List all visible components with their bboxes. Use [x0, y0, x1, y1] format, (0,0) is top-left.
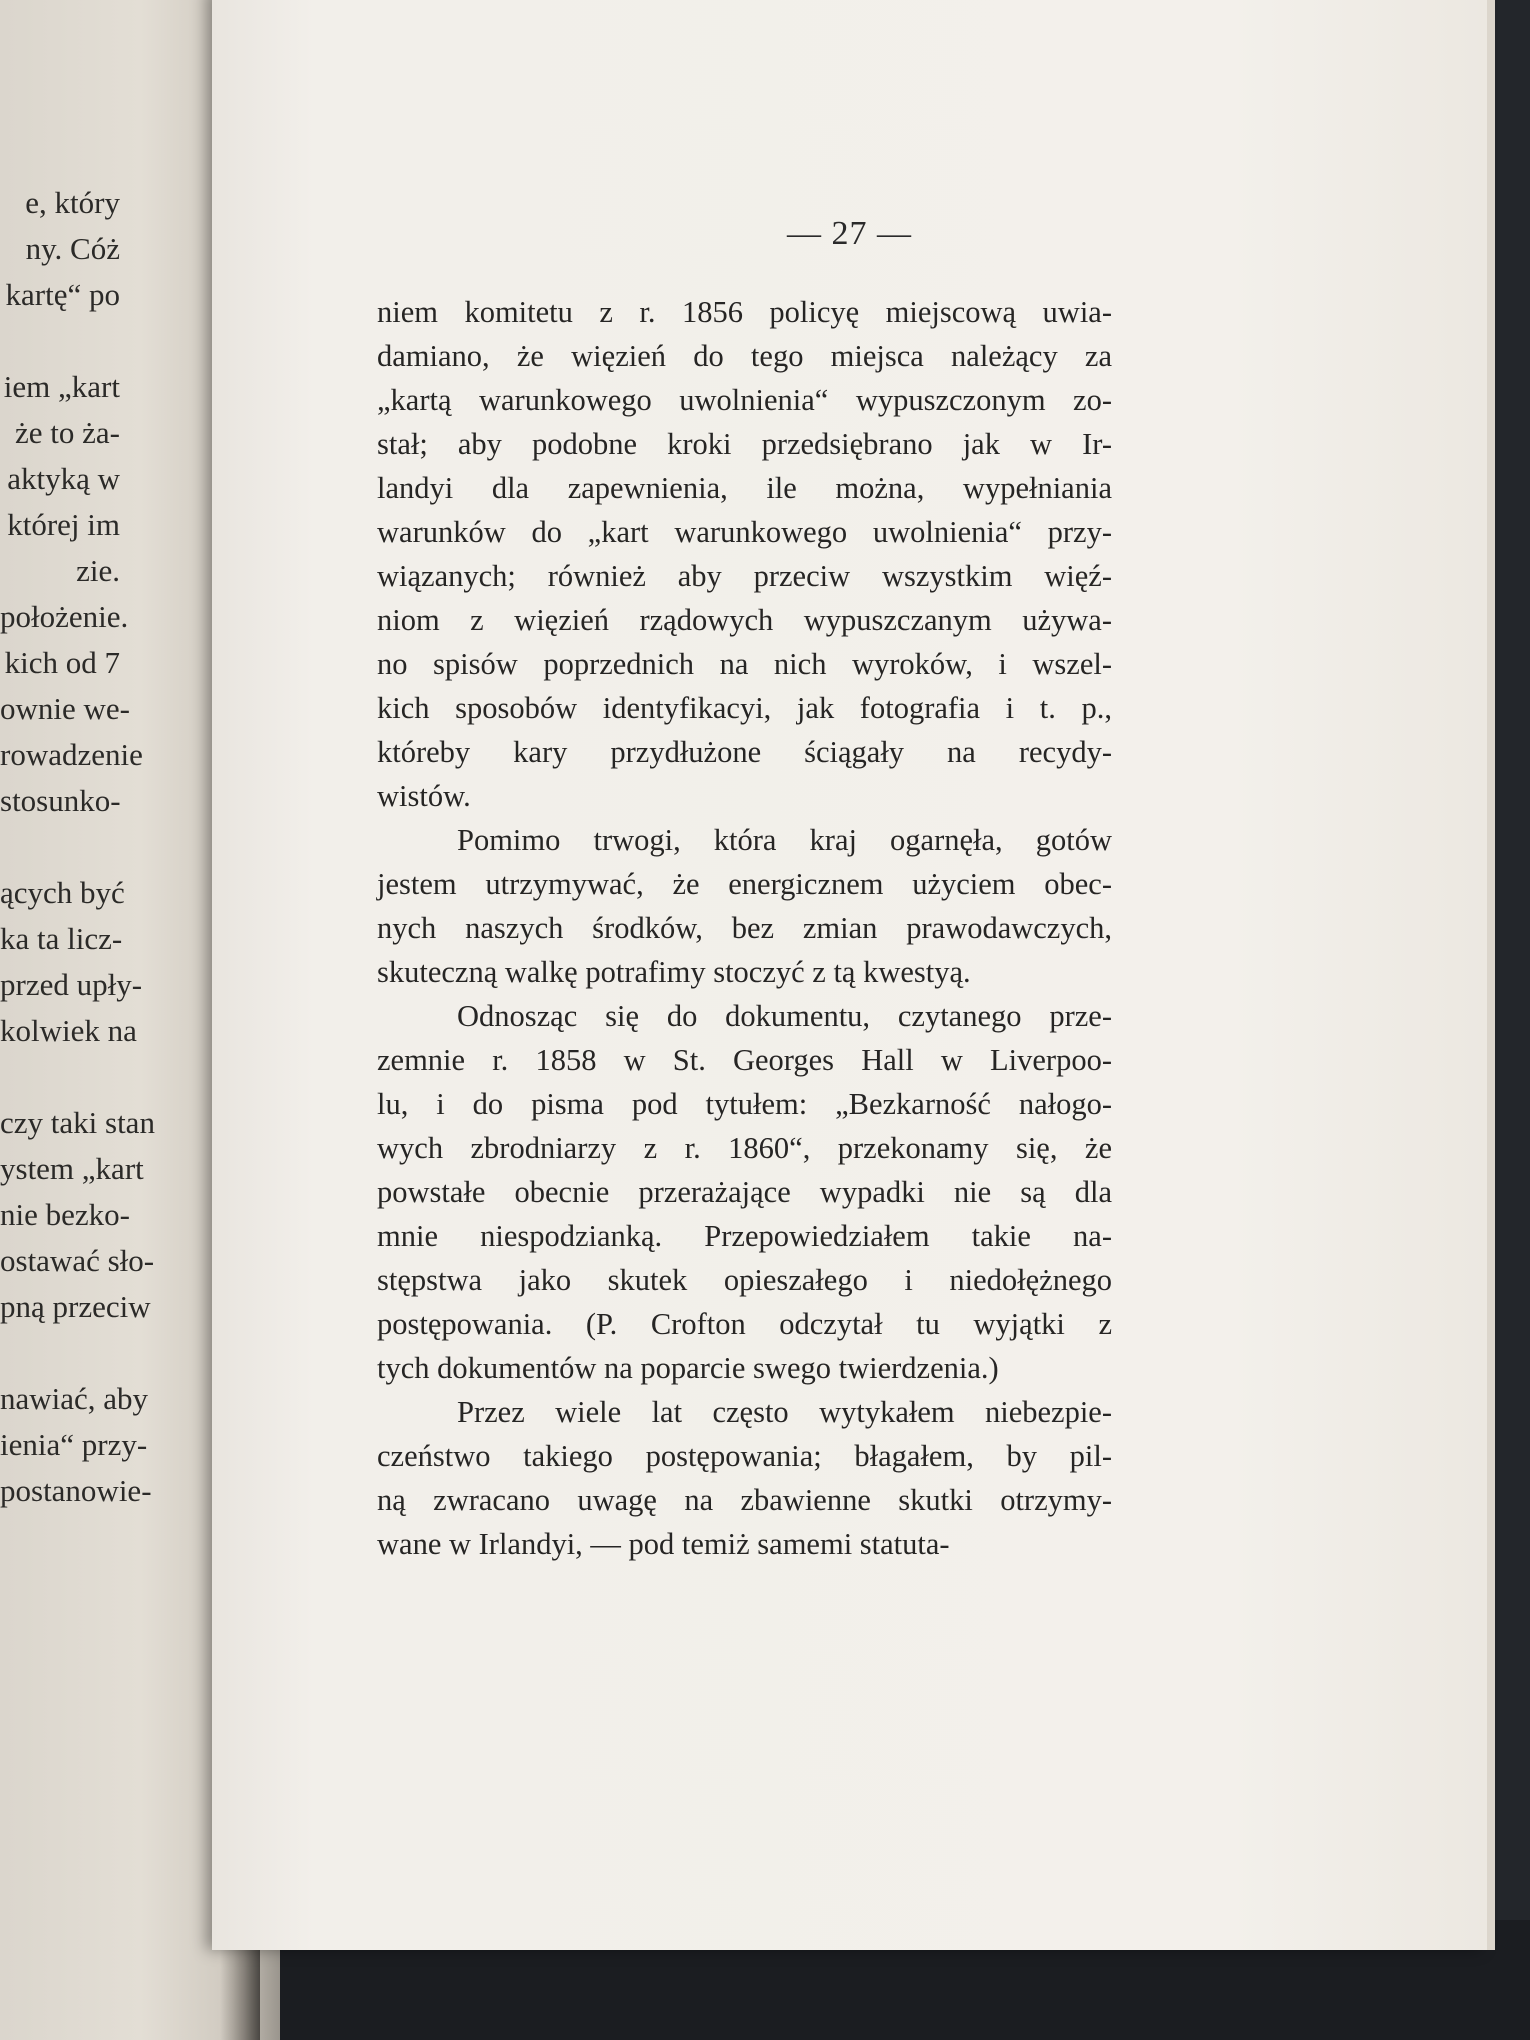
text-line: wane w Irlandyi, — pod temiż samemi statuta-: [377, 1527, 950, 1561]
previous-page-line: postanowie-: [0, 1473, 152, 1508]
previous-page-line: że to ża-: [15, 415, 120, 450]
text-line: stępstwa jako skutek opieszałego i niedołężnego: [377, 1263, 1112, 1297]
previous-page-line: ystem „kart: [0, 1151, 144, 1186]
previous-page-line: zie.: [76, 553, 120, 588]
previous-page-line: ostawać sło-: [0, 1243, 155, 1278]
text-line: tych dokumentów na poparcie swego twierdzenia.): [377, 1351, 999, 1385]
text-line: „kartą warunkowego uwolnienia“ wypuszczonym zo-: [377, 383, 1112, 417]
text-line: postępowania. (P. Crofton odczytał tu wyjątki z: [377, 1307, 1112, 1341]
previous-page-line: nie bezko-: [0, 1197, 130, 1232]
text-line: lu, i do pisma pod tytułem: „Bezkarność nałogo-: [377, 1087, 1112, 1121]
text-line: niem komitetu z r. 1856 policyę miejscową uwia-: [377, 295, 1112, 329]
text-line: Przez wiele lat często wytykałem niebezpie-: [457, 1395, 1112, 1429]
previous-page-line: kolwiek na: [0, 1013, 137, 1048]
text-line: wych zbrodniarzy z r. 1860“, przekonamy się, że: [377, 1131, 1112, 1165]
previous-page-line: e, który: [25, 185, 120, 220]
previous-page-line: ienia“ przy-: [0, 1427, 148, 1462]
text-line: kich sposobów identyfikacyi, jak fotografia i t. p.,: [377, 691, 1112, 725]
text-line: wistów.: [377, 779, 471, 813]
text-line: no spisów poprzednich na nich wyroków, i wszel-: [377, 647, 1112, 681]
previous-page-line: której im: [7, 507, 120, 542]
text-line: warunków do „kart warunkowego uwolnienia“ przy-: [377, 515, 1112, 549]
text-line: niom z więzień rządowych wypuszczanym używa-: [377, 603, 1112, 637]
text-line: zemnie r. 1858 w St. Georges Hall w Liverpoo-: [377, 1043, 1112, 1077]
text-line: Pomimo trwogi, która kraj ogarnęła, gotów: [457, 823, 1112, 857]
previous-page-line: stosunko-: [0, 783, 121, 818]
text-line: mnie niespodzianką. Przepowiedziałem takie na-: [377, 1219, 1112, 1253]
previous-page-line: [0, 824, 120, 870]
previous-page-line: [0, 318, 120, 364]
previous-page-line: aktyką w: [7, 461, 120, 496]
text-line: powstałe obecnie przerażające wypadki nie są dla: [377, 1175, 1112, 1209]
previous-page-line: rowadzenie: [0, 737, 143, 772]
text-line: któreby kary przydłużone ściągały na recydy-: [377, 735, 1112, 769]
previous-page-line: ka ta licz-: [0, 921, 123, 956]
previous-page-line: przed upły-: [0, 967, 143, 1002]
page-number: — 27 —: [787, 215, 912, 252]
previous-page-line: ownie we-: [0, 691, 130, 726]
text-line: wiązanych; również aby przeciw wszystkim więź-: [377, 559, 1112, 593]
page-edge: [1487, 0, 1495, 1950]
text-line: skuteczną walkę potrafimy stoczyć z tą kwestyą.: [377, 955, 971, 989]
text-line: czeństwo takiego postępowania; błagałem, by pil-: [377, 1439, 1112, 1473]
text-line: nych naszych środków, bez zmian prawodawczych,: [377, 911, 1112, 945]
text-line: stał; aby podobne kroki przedsiębrano jak w Ir-: [377, 427, 1112, 461]
text-line: Odnosząc się do dokumentu, czytanego prze-: [457, 999, 1112, 1033]
text-line: damiano, że więzień do tego miejsca należący za: [377, 339, 1112, 373]
current-page: [212, 0, 1487, 1950]
text-line: landyi dla zapewnienia, ile można, wypełniania: [377, 471, 1112, 505]
previous-page-line: ących być: [0, 875, 125, 910]
text-line: ną zwracano uwagę na zbawienne skutki otrzymy-: [377, 1483, 1112, 1517]
previous-page-line: [0, 1330, 120, 1376]
page-body-text: [377, 290, 1112, 1566]
previous-page-line: kartę“ po: [5, 277, 120, 312]
previous-page-line: [0, 1054, 120, 1100]
previous-page-line: czy taki stan: [0, 1105, 155, 1140]
text-line: jestem utrzymywać, że energicznem użyciem obec-: [377, 867, 1112, 901]
previous-page-line: nawiać, aby: [0, 1381, 149, 1416]
previous-page-line: iem „kart: [3, 369, 120, 404]
previous-page-line: położenie.: [0, 599, 129, 634]
previous-page-text: [0, 180, 155, 1514]
previous-page-line: ny. Cóż: [25, 231, 120, 266]
previous-page-line: kich od 7: [4, 645, 120, 680]
previous-page-line: pną przeciw: [0, 1289, 151, 1324]
